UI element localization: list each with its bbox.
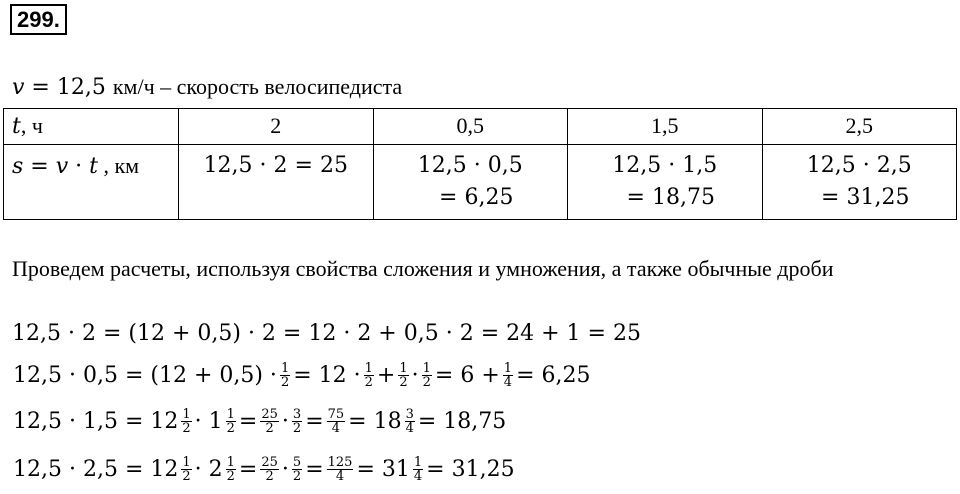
fraction-num: 1: [422, 360, 431, 376]
table-row: [4, 145, 957, 220]
problem-number: 299.: [10, 4, 67, 35]
calc-line-1: 12,5 · 2,5: [806, 153, 912, 178]
fraction: [405, 408, 415, 435]
fraction-den: 2: [292, 468, 302, 484]
fraction-num: 25: [261, 454, 278, 470]
eq-seg: 12,5 · 0,5 = (12 + 0,5) ·: [13, 362, 277, 388]
equation-1: [12, 316, 641, 350]
eq-seg: = 6 +: [434, 362, 500, 388]
t-var: t: [89, 154, 98, 179]
table-cell: 1,5: [568, 109, 763, 145]
fraction-num: 125: [327, 454, 353, 470]
calc-line-2: = 18,75: [626, 185, 715, 210]
fraction-num: 1: [226, 406, 235, 422]
fraction-den: 2: [226, 468, 235, 484]
calc-line-2: = 6,25: [439, 185, 514, 210]
table-cell: [373, 145, 568, 220]
eq-seg: ·: [411, 362, 419, 388]
eq-seg: = 18: [348, 408, 402, 434]
eq-seg: = 31: [356, 456, 410, 482]
eq-seg: = 12 ·: [293, 362, 361, 388]
eq-seg: ·: [281, 408, 289, 434]
fraction: [280, 362, 290, 389]
fraction-den: 2: [182, 468, 191, 484]
eq-seg: 12,5 · 1,5 = 12: [13, 408, 179, 434]
time-var: t: [12, 114, 21, 139]
fraction-den: 4: [331, 420, 341, 436]
calc-line-1: 12,5 · 1,5: [612, 153, 718, 178]
fraction: [503, 362, 513, 389]
fraction-num: 1: [182, 406, 191, 422]
calc-line-1: 12,5 · 0,5: [417, 153, 523, 178]
eq-seg: =: [238, 456, 258, 482]
eq-seg: 12,5 · 2,5 = 12: [13, 456, 179, 482]
time-label: [4, 109, 179, 145]
eq-seg: · 2: [194, 456, 223, 482]
s-unit: , км: [97, 153, 140, 178]
fraction: [327, 408, 346, 435]
fraction: [260, 456, 279, 483]
table-cell: 2: [179, 109, 374, 145]
fraction-den: 4: [335, 468, 345, 484]
fraction-den: 4: [413, 468, 423, 484]
fraction: [327, 456, 354, 483]
fraction-den: 2: [292, 420, 302, 436]
eq-seg: =: [305, 456, 324, 482]
dot-op: ·: [68, 154, 90, 179]
fraction: [260, 408, 279, 435]
table-cell: [179, 145, 374, 220]
fraction: [292, 456, 302, 483]
eq-seg: +: [376, 362, 396, 388]
speed-unit: км/ч – скорость велосипедиста: [112, 74, 403, 99]
table-cell: [762, 145, 957, 220]
table-row: [4, 109, 957, 145]
eq-seg: = 6,25: [516, 362, 591, 388]
table-cell: [568, 145, 763, 220]
fraction-num: 75: [327, 406, 345, 422]
fraction-num: 3: [405, 406, 414, 422]
fraction-den: 4: [405, 420, 414, 436]
fraction: [226, 456, 236, 483]
data-table: [3, 108, 957, 220]
s-var: s: [12, 154, 24, 179]
fraction-den: 2: [265, 420, 274, 436]
speed-var: v: [12, 75, 25, 100]
eq-seg: =: [305, 408, 324, 434]
equation-4: [12, 452, 516, 486]
fraction-num: 1: [226, 454, 235, 470]
eq-seg: ·: [281, 456, 289, 482]
fraction-den: 2: [399, 374, 408, 390]
distance-label: [4, 145, 179, 220]
v-var: v: [55, 154, 69, 179]
eq-seg: · 1: [194, 408, 223, 434]
fraction: [398, 362, 408, 389]
eq-seg: =: [238, 408, 258, 434]
speed-eq: = 12,5: [24, 75, 113, 100]
fraction-den: 2: [226, 420, 235, 436]
calc-line-2: = 31,25: [821, 185, 910, 210]
fraction-num: 5: [292, 454, 302, 470]
fraction-den: 2: [422, 374, 431, 390]
fraction-den: 2: [182, 420, 191, 436]
eq-seg: = 31,25: [426, 456, 515, 482]
calc-line-1: 12,5 · 2 = 25: [203, 153, 348, 178]
fraction-den: 2: [265, 468, 274, 484]
fraction: [181, 456, 191, 483]
fraction: [413, 456, 423, 483]
table-cell: 2,5: [762, 109, 957, 145]
fraction: [364, 362, 374, 389]
fraction-den: 2: [280, 374, 290, 390]
fraction-den: 2: [364, 374, 373, 390]
fraction-num: 1: [503, 360, 513, 376]
time-unit: , ч: [20, 113, 43, 138]
fraction-num: 3: [292, 406, 302, 422]
fraction: [181, 408, 191, 435]
fraction-den: 4: [503, 374, 513, 390]
s-eq: =: [23, 154, 56, 179]
fraction: [226, 408, 236, 435]
eq1-text: 12,5 · 2 = (12 + 0,5) · 2 = 12 · 2 + 0,5 · 2 = 24 + 1 = 25: [12, 320, 641, 346]
equation-2: [12, 358, 591, 392]
speed-line: [12, 74, 402, 100]
fraction-num: 1: [182, 454, 191, 470]
equation-3: [12, 404, 507, 438]
fraction-num: 1: [280, 360, 290, 376]
fraction: [292, 408, 302, 435]
fraction-num: 1: [399, 360, 408, 376]
fraction: [422, 362, 432, 389]
table-cell: 0,5: [373, 109, 568, 145]
eq-seg: = 18,75: [417, 408, 507, 434]
fraction-num: 1: [413, 454, 423, 470]
fraction-num: 1: [364, 360, 373, 376]
fraction-num: 25: [261, 406, 278, 422]
explanation-text: Проведем расчеты, используя свойства сложения и умножения, а также обычные дроби: [12, 256, 834, 281]
